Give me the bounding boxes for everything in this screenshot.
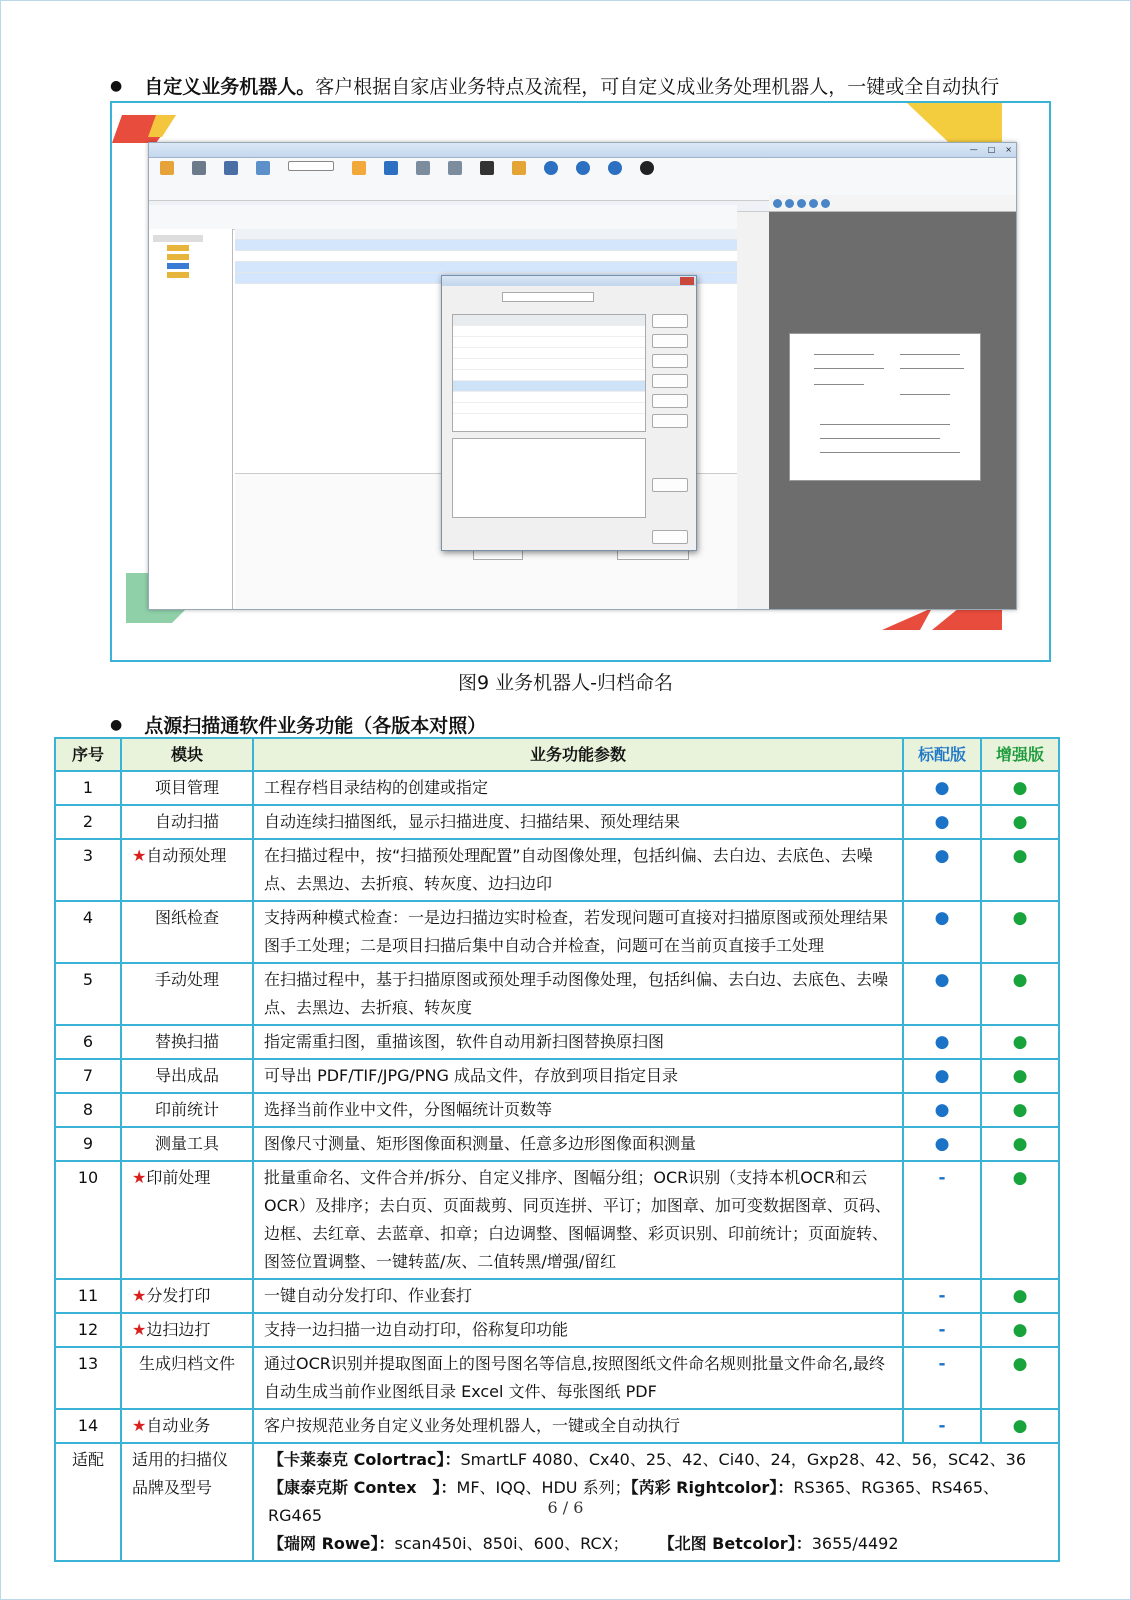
workflow-params-list (452, 438, 646, 518)
row-standard (903, 1161, 981, 1279)
table-row (55, 805, 1059, 839)
standard-supported-dot: ● (934, 846, 950, 866)
row-enhanced (981, 1409, 1059, 1443)
module-name: 生成归档文件 (138, 1354, 235, 1373)
enhanced-supported-dot: ● (1012, 1168, 1028, 1188)
intro-text: 客户根据自家店业务特点及流程，可自定义成业务处理机器人，一键或全自动执行 (315, 76, 1000, 98)
row-standard (903, 963, 981, 1025)
enhanced-supported-dot: ● (1012, 1354, 1028, 1374)
row-module (121, 771, 253, 805)
row-enhanced (981, 1313, 1059, 1347)
enhanced-supported-dot: ● (1012, 1100, 1028, 1120)
row-standard (903, 1127, 981, 1161)
module-name: 印前统计 (154, 1100, 219, 1119)
row-index: 1 (55, 771, 121, 805)
module-name: 印前处理 (146, 1168, 211, 1187)
module-name: 手动处理 (154, 970, 219, 989)
row-index: 2 (55, 805, 121, 839)
standard-supported-dot: ● (934, 970, 950, 990)
custom-workflow-dialog (441, 275, 697, 551)
bullet-dot: ● (110, 716, 123, 733)
app-window (148, 142, 1017, 610)
row-enhanced (981, 1093, 1059, 1127)
enhanced-supported-dot: ● (1012, 778, 1028, 798)
standard-supported-dot: ● (934, 908, 950, 928)
table-row (55, 1093, 1059, 1127)
module-name: 自动预处理 (146, 846, 227, 865)
row-index: 4 (55, 901, 121, 963)
compat-label: 适配 (55, 1443, 121, 1561)
row-enhanced (981, 1161, 1059, 1279)
table-header-row (55, 738, 1059, 771)
row-index: 5 (55, 963, 121, 1025)
row-description: 工程存档目录结构的创建或指定 (253, 771, 903, 805)
row-description: 图像尺寸测量、矩形图像面积测量、任意多边形图像面积测量 (253, 1127, 903, 1161)
app-right-pane (769, 195, 1016, 609)
row-description: 通过OCR识别并提取图面上的图号图名等信息,按照图纸文件命名规则批量文件命名,最终自动生成当前作业图纸目录 Excel 文件、每张图纸 PDF (253, 1347, 903, 1409)
drawing-sheet (789, 333, 981, 481)
row-module (121, 963, 253, 1025)
models-contex: MF、IQQ、HDU 系列； (456, 1478, 631, 1497)
models-colortrac: SmartLF 4080、Cx40、25、42、Ci40、24，Gxp28、42、56，SC42、36 (460, 1450, 1027, 1469)
brand-colortrac: 【卡莱泰克 Colortrac】： (268, 1450, 461, 1469)
module-name: 项目管理 (154, 778, 219, 797)
row-index: 13 (55, 1347, 121, 1409)
row-description: 自动连续扫描图纸，显示扫描进度、扫描结果、预处理结果 (253, 805, 903, 839)
row-standard (903, 1059, 981, 1093)
module-name: 图纸检查 (154, 908, 219, 927)
page-number: 6 / 6 (547, 1498, 584, 1517)
row-module (121, 1127, 253, 1161)
row-enhanced (981, 1279, 1059, 1313)
table-row (55, 963, 1059, 1025)
row-description: 选择当前作业中文件，分图幅统计页数等 (253, 1093, 903, 1127)
row-description: 支持一边扫描一边自动打印，俗称复印功能 (253, 1313, 903, 1347)
figure-screenshot (110, 101, 1051, 662)
standard-supported-dot: ● (934, 1066, 950, 1086)
star-icon: ★ (132, 846, 147, 865)
table-row (55, 1127, 1059, 1161)
standard-supported-dot: ● (934, 778, 950, 798)
standard-supported-dot: ● (934, 1134, 950, 1154)
row-standard (903, 839, 981, 901)
row-description: 客户按规范业务自定义业务处理机器人，一键或全自动执行 (253, 1409, 903, 1443)
row-module (121, 1161, 253, 1279)
row-module (121, 839, 253, 901)
star-icon: ★ (132, 1416, 147, 1435)
enhanced-supported-dot: ● (1012, 1032, 1028, 1052)
table-row (55, 1161, 1059, 1279)
row-enhanced (981, 1347, 1059, 1409)
project-tree (149, 229, 233, 609)
row-description: 批量重命名、文件合并/拆分、自定义排序、图幅分组；OCR识别（支持本机OCR和云OCR）及排序；去白页、页面裁剪、同页连拼、平订；加图章、加可变数据图章、页码、边框、去红章、去蓝章、扣章；白边调整、图幅调整、彩页识别、印前统计；页面旋转、图签位置调整、一键转蓝/灰、二值转黑/增强/留红 (253, 1161, 903, 1279)
module-name: 自动业务 (146, 1416, 211, 1435)
row-description: 一键自动分发打印、作业套打 (253, 1279, 903, 1313)
row-index: 11 (55, 1279, 121, 1313)
standard-unsupported-mark: - (938, 1416, 946, 1436)
table-row (55, 839, 1059, 901)
header-index: 序号 (55, 738, 121, 771)
star-icon: ★ (132, 1286, 147, 1305)
feature-comparison-table (54, 737, 1060, 1562)
standard-supported-dot: ● (934, 1032, 950, 1052)
figure-caption: 图9 业务机器人-归档命名 (458, 672, 673, 694)
brand-rightcolor: 【芮彩 Rightcolor】： (630, 1478, 794, 1497)
enhanced-supported-dot: ● (1012, 1320, 1028, 1340)
enhanced-supported-dot: ● (1012, 1286, 1028, 1306)
bullet-dot: ● (110, 77, 123, 94)
header-params: 业务功能参数 (253, 738, 903, 771)
dialog-close-icon (680, 277, 694, 285)
row-index: 7 (55, 1059, 121, 1093)
row-enhanced (981, 839, 1059, 901)
brand-betcolor: 【北图 Betcolor】： (658, 1534, 812, 1553)
row-description: 在扫描过程中，基于扫描原图或预处理手动图像处理，包括纠偏、去白边、去底色、去噪点、去黑边、去折痕、转灰度 (253, 963, 903, 1025)
standard-supported-dot: ● (934, 812, 950, 832)
intro-bullet (110, 72, 999, 99)
module-name: 分发打印 (146, 1286, 211, 1305)
header-standard: 标配版 (903, 738, 981, 771)
row-standard (903, 1409, 981, 1443)
row-module (121, 1059, 253, 1093)
row-index: 14 (55, 1409, 121, 1443)
enhanced-supported-dot: ● (1012, 1416, 1028, 1436)
enhanced-supported-dot: ● (1012, 812, 1028, 832)
table-row (55, 1279, 1059, 1313)
module-name: 边扫边打 (146, 1320, 211, 1339)
row-description: 可导出 PDF/TIF/JPG/PNG 成品文件，存放到项目指定目录 (253, 1059, 903, 1093)
row-standard (903, 1279, 981, 1313)
star-icon: ★ (132, 1320, 147, 1339)
row-description: 指定需重扫图，重描该图，软件自动用新扫图替换原扫图 (253, 1025, 903, 1059)
standard-unsupported-mark: - (938, 1320, 946, 1340)
header-module: 模块 (121, 738, 253, 771)
standard-unsupported-mark: - (938, 1354, 946, 1374)
row-module (121, 1313, 253, 1347)
row-index: 9 (55, 1127, 121, 1161)
row-index: 8 (55, 1093, 121, 1127)
module-name: 导出成品 (154, 1066, 219, 1085)
row-index: 3 (55, 839, 121, 901)
module-name: 自动扫描 (154, 812, 219, 831)
section-title-text: 点源扫描通软件业务功能（各版本对照） (144, 715, 487, 737)
module-name: 替换扫描 (154, 1032, 219, 1051)
app-titlebar: — □ × (149, 143, 1016, 158)
row-standard (903, 771, 981, 805)
row-enhanced (981, 771, 1059, 805)
table-row (55, 1025, 1059, 1059)
row-standard (903, 901, 981, 963)
row-enhanced (981, 1025, 1059, 1059)
enhanced-supported-dot: ● (1012, 846, 1028, 866)
row-enhanced (981, 1059, 1059, 1093)
standard-unsupported-mark: - (938, 1286, 946, 1306)
standard-supported-dot: ● (934, 1100, 950, 1120)
row-standard (903, 1313, 981, 1347)
models-rightcolor: RS365、RG365、RS465、RG465 (268, 1478, 1000, 1525)
row-description: 在扫描过程中，按“扫描预处理配置”自动图像处理，包括纠偏、去白边、去底色、去噪点、去黑边、去折痕、转灰度、边扫边印 (253, 839, 903, 901)
row-standard (903, 1025, 981, 1059)
row-index: 12 (55, 1313, 121, 1347)
table-row (55, 1347, 1059, 1409)
table-row (55, 1313, 1059, 1347)
row-enhanced (981, 901, 1059, 963)
module-name: 测量工具 (154, 1134, 219, 1153)
models-rowe: scan450i、850i、600、RCX； (394, 1534, 629, 1553)
header-enhanced: 增强版 (981, 738, 1059, 771)
enhanced-supported-dot: ● (1012, 970, 1028, 990)
row-description: 支持两种模式检查：一是边扫描边实时检查，若发现问题可直接对扫描原图或预处理结果图手工处理；二是项目扫描后集中自动合并检查，问题可在当前页直接手工处理 (253, 901, 903, 963)
table-row (55, 1059, 1059, 1093)
table-row (55, 901, 1059, 963)
row-index: 6 (55, 1025, 121, 1059)
models-betcolor: 3655/4492 (811, 1534, 899, 1553)
row-module (121, 805, 253, 839)
row-enhanced (981, 1127, 1059, 1161)
enhanced-supported-dot: ● (1012, 1134, 1028, 1154)
row-enhanced (981, 805, 1059, 839)
row-standard (903, 805, 981, 839)
star-icon: ★ (132, 1168, 147, 1187)
brand-rowe: 【瑞网 Rowe】： (268, 1534, 395, 1553)
enhanced-supported-dot: ● (1012, 1066, 1028, 1086)
row-module (121, 1409, 253, 1443)
brand-contex: 【康泰克斯 Contex 】： (268, 1478, 457, 1497)
row-module (121, 901, 253, 963)
row-index: 10 (55, 1161, 121, 1279)
row-enhanced (981, 963, 1059, 1025)
row-module (121, 1093, 253, 1127)
section-title (110, 711, 486, 738)
compat-module: 适用的扫描仪品牌及型号 (121, 1443, 253, 1561)
row-standard (903, 1093, 981, 1127)
standard-unsupported-mark: - (938, 1168, 946, 1188)
row-module (121, 1347, 253, 1409)
row-standard (903, 1347, 981, 1409)
table-row (55, 771, 1059, 805)
row-module (121, 1025, 253, 1059)
row-module (121, 1279, 253, 1313)
workflow-step-list (452, 314, 646, 432)
enhanced-supported-dot: ● (1012, 908, 1028, 928)
intro-title: 自定义业务机器人。 (144, 76, 316, 98)
table-row (55, 1409, 1059, 1443)
